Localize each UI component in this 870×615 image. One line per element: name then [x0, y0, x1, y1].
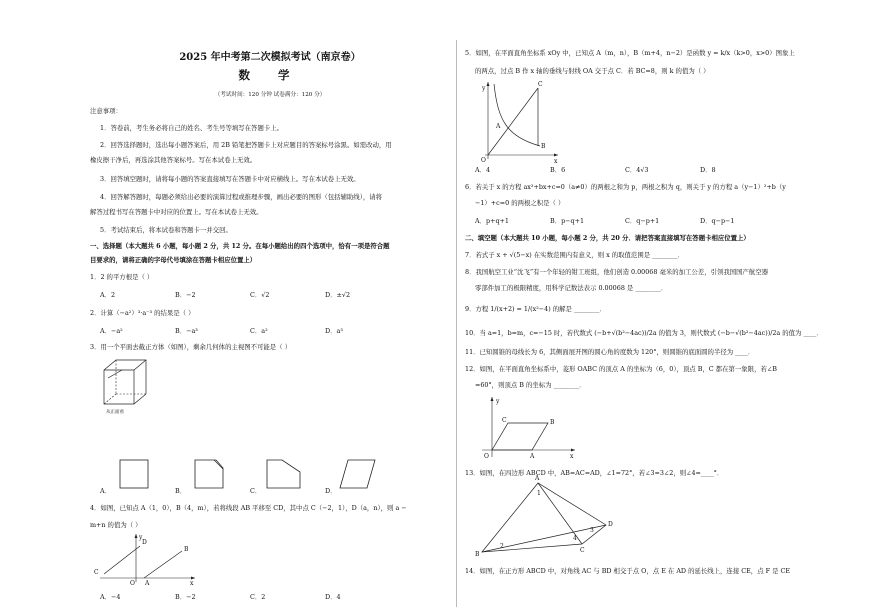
q10-stem: 10．当 a=1，b=m，c=−15 时，若代数式 (−b+√(b²−4ac))/2a 的值为 3，则代数式 (−b−√(b²−4ac))/2a 的值为 ____．	[465, 329, 823, 337]
axis-label: y	[496, 398, 500, 405]
option-c[interactable]: C．a²	[250, 327, 268, 335]
q12-stem-cont: =60°，则顶点 B 的坐标为 ________．	[475, 381, 586, 389]
point-label: C	[94, 569, 99, 576]
option-b[interactable]: B．−a³	[175, 327, 198, 335]
point-label: O	[130, 580, 135, 587]
cut-cube-figure	[102, 356, 152, 406]
option-d[interactable]: D．8	[700, 166, 716, 174]
option-c[interactable]: C．4√3	[625, 166, 649, 174]
q4-stem-cont: m+n 的值为（ ）	[90, 521, 142, 529]
exam-title: 2025 年中考第二次模拟考试（南京卷）	[179, 52, 361, 63]
q8-stem: 8．我国航空工业“沈飞”有一个年轻的钳工班组，他们创造 0.00068 毫米的加工公差，引领我国国产航空器	[465, 268, 769, 276]
point-label: D	[142, 539, 147, 546]
point-label: A	[145, 580, 150, 587]
q3-stem: 3．用一个平面去截正方体（如图），剩余几何体的主视图不可能是（ ）	[90, 343, 292, 351]
notes-heading: 注意事项：	[90, 107, 122, 115]
option-a[interactable]: A．p+q+1	[475, 217, 509, 225]
q6-options	[475, 216, 775, 226]
right-column	[465, 40, 840, 607]
q4-options	[100, 592, 400, 602]
point-label: C	[502, 417, 507, 424]
option-a[interactable]: A．−a²	[100, 327, 123, 335]
q11-stem: 11．已知圆锥的母线长为 6，其侧面展开图的圆心角的度数为 120°，则圆锥的底面圆的半径为 ____．	[465, 348, 755, 356]
option-a[interactable]: A．	[100, 487, 112, 495]
front-view-label: 从正面看	[106, 410, 124, 415]
option-d[interactable]: D．	[325, 487, 337, 495]
q3-options	[100, 486, 400, 496]
q2-stem: 2．计算（−a²）³·a⁻³ 的结果是（ ）	[90, 309, 195, 317]
q12-stem: 12．如图，在平面直角坐标系中，菱形 OABC 的顶点 A 的坐标为（6，0），顶点 B，C 都在第一象限，若∠B	[465, 365, 777, 373]
option-d[interactable]: D．q−p−1	[700, 217, 735, 225]
point-label: C	[580, 547, 585, 554]
option-a[interactable]: A．4	[475, 166, 491, 174]
option-b[interactable]: B．p−q+1	[550, 217, 585, 225]
note-item: 2．回答选择题时，选出每小题答案后，用 2B 铅笔把答题卡上对应题目的答案标号涂黑。如需改动，用	[100, 141, 392, 149]
option-b[interactable]: B．6	[550, 166, 566, 174]
q2-options	[100, 326, 400, 336]
section1-heading: 一、选择题（本大题共 6 小题，每小题 2 分，共 12 分。在每小题给出的四个选项中，恰有一项是符合题	[90, 242, 390, 250]
option-d[interactable]: D．4	[325, 593, 341, 601]
axis-label: y	[482, 85, 486, 92]
option-a[interactable]: A．2	[100, 291, 116, 299]
note-item: 橡皮擦干净后，再选涂其他答案标号。写在本试卷上无效。	[90, 156, 257, 164]
angle-label: 4	[573, 535, 577, 542]
q1-options	[100, 290, 400, 300]
option-b[interactable]: B．	[175, 487, 187, 495]
point-label: B	[541, 143, 546, 150]
point-label: C	[538, 81, 543, 88]
point-label: B	[475, 551, 480, 558]
point-label: D	[608, 521, 613, 528]
q4-stem: 4．如图，已知点 A（1，0），B（4，m），若将线段 AB 平移至 CD，其中点 C（−2，1），D（a，n），则 a −	[90, 504, 407, 512]
option-a[interactable]: A．−4	[100, 593, 121, 601]
q8-stem-cont: 零部件加工的极限精度，用科学记数法表示 0.00068 是 ________．	[475, 284, 668, 292]
q5-stem: 5．如图，在平面直角坐标系 xOy 中，已知点 A（m，n），B（m+4，n−2）是函数 y = k/x（k>0，x>0）图象上	[465, 49, 795, 57]
axis-label: y	[139, 534, 143, 541]
angle-label: 2	[500, 543, 504, 550]
option-c[interactable]: C．	[250, 487, 262, 495]
q13-quadrilateral-figure	[475, 475, 620, 560]
q6-stem-cont: −1）+c=0 的两根之积是（ ）	[475, 199, 565, 207]
point-label: O	[484, 453, 489, 460]
note-item: 1．答卷前，考生务必将自己的姓名、考生号等填写在答题卡上。	[100, 124, 284, 132]
q9-stem: 9．方程 1/(x+2) = 1/(x²−4) 的解是 ________．	[465, 305, 606, 313]
section1-heading-cont: 目要求的，请将正确的字母代号填涂在答题卡相应位置上）	[90, 256, 257, 264]
q13-stem: 13．如图，在四边形 ABCD 中，AB=AC=AD，∠1=72°，若∠3=3∠2，则∠4=____°．	[465, 469, 724, 477]
q5-stem-cont: 的两点，过点 B 作 x 轴的垂线与射线 OA 交于点 C．若 BC=8，则 k 的值为（ ）	[475, 67, 710, 75]
option-d[interactable]: D．±√2	[325, 291, 351, 299]
note-item: 4．回答解答题时，每题必须给出必要的演算过程或推理步骤，画出必要的图形（包括辅助线），请将	[100, 193, 383, 201]
q1-stem: 1．2 的平方根是（ ）	[90, 273, 154, 281]
axis-label: x	[554, 158, 558, 165]
axis-label: x	[570, 453, 574, 460]
q14-stem: 14．如图，在正方形 ABCD 中，对角线 AC 与 BD 相交于点 O，点 E 在 AD 的延长线上，连接 CE，点 F 是 CE	[465, 567, 791, 575]
left-column	[90, 40, 450, 607]
q4-figure	[94, 534, 200, 587]
angle-label: 3	[590, 527, 594, 534]
q5-figure	[480, 80, 560, 165]
q12-rhombus-figure	[480, 395, 580, 460]
option-c[interactable]: C．√2	[250, 291, 270, 299]
point-label: A	[530, 453, 535, 460]
option-b[interactable]: B．−2	[175, 593, 196, 601]
axis-label: x	[190, 580, 194, 587]
point-label: O	[481, 157, 486, 164]
exam-subject: 数 学	[238, 68, 302, 82]
option-d[interactable]: D．a³	[325, 327, 343, 335]
note-item: 解答过程书写在答题卡中对应的位置上。写在本试卷上无效。	[90, 208, 263, 216]
q6-stem: 6．若关于 x 的方程 ax²+bx+c=0（a≠0）的两根之和为 p，两根之积为 q，则关于 y 的方程 a（y−1）²+b（y	[465, 183, 786, 191]
q5-options	[475, 165, 775, 175]
angle-label: 1	[537, 490, 541, 497]
point-label: A	[535, 475, 540, 482]
point-label: B	[184, 546, 189, 553]
option-b[interactable]: B．−2	[175, 291, 196, 299]
option-c[interactable]: C．q−p+1	[625, 217, 660, 225]
point-label: A	[496, 123, 501, 130]
point-label: B	[550, 419, 555, 426]
exam-meta: （考试时间：120 分钟 试卷满分：120 分）	[214, 92, 326, 98]
note-item: 5．考试结束后，将本试卷和答题卡一并交回。	[100, 226, 232, 234]
section2-heading: 二、填空题（本大题共 10 小题，每小题 2 分，共 20 分．请把答案直接填写在答题卡相应位置上）	[465, 234, 750, 242]
note-item: 3．回答填空题时，请将每小题的答案直接填写在答题卡中对应横线上。写在本试卷上无效。	[100, 175, 360, 183]
option-c[interactable]: C．2	[250, 593, 266, 601]
column-divider	[456, 40, 457, 607]
q7-stem: 7．若式子 x + √(5−x) 在实数范围内有意义，则 x 的取值范围是 ________．	[465, 251, 685, 259]
